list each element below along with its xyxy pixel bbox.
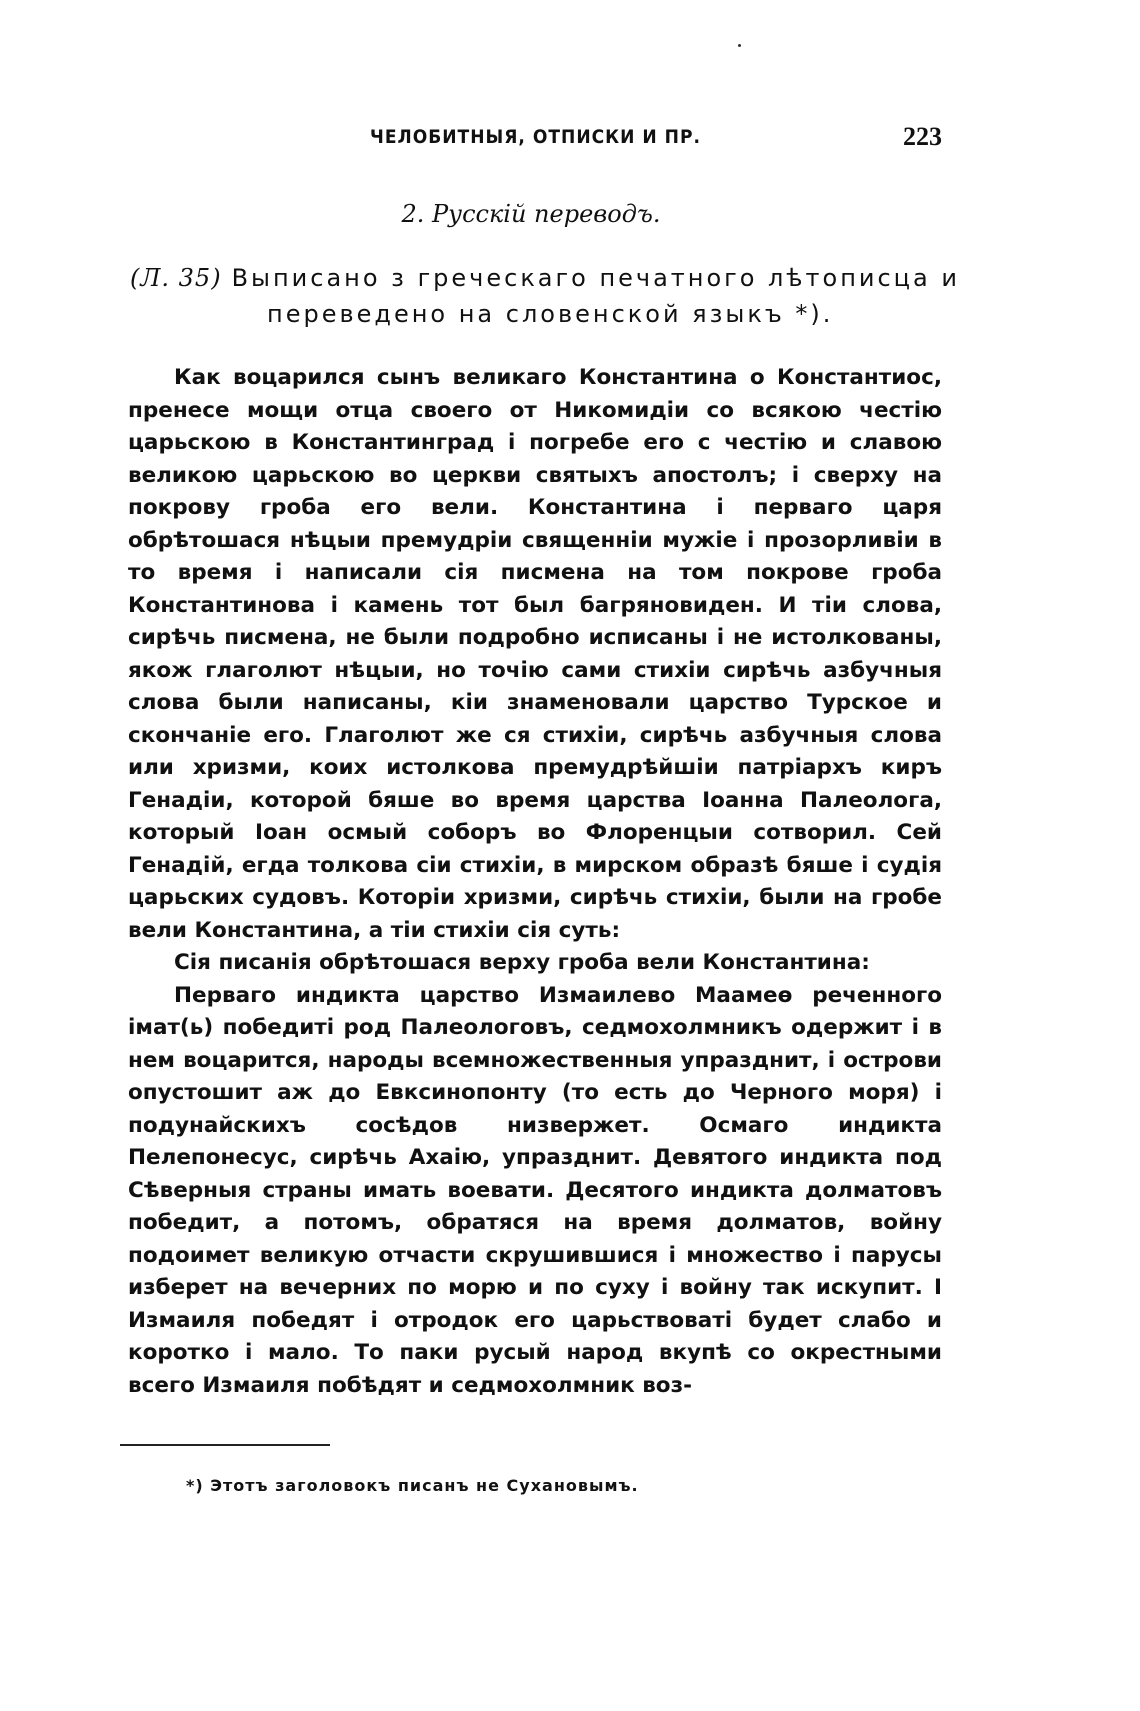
print-speck xyxy=(738,44,741,47)
heading-line-1 xyxy=(130,260,960,296)
heading-line-2: переведено на словенской языкъ *). xyxy=(267,300,834,328)
running-head xyxy=(120,118,942,158)
paragraph: Перваго индикта царство Измаилево Маамеѳ реченного імат(ь) победиті род Палеологовъ, седмохолмникъ одержит і в нем воцарится, народы всемножественныя упразднит, і острови опустошит аж до Евксинопонту (то есть до Черного моря) і подунайскихъ сосѣдов низвержет. Осмаго индикта Пелепонесус, сирѣчь Ахаію, упразднит. Девятого индикта под Сѣверныя страны имать воевати. Десятого индикта долматовъ победит, а потомъ, обратяся на время долматов, войну подоимет великую отчасти скрушившися і множество і парусы изберет на вечерних по морю и по суху і войну так искупит. І Измаиля победят і отродок его царьствоваті будет слабо и коротко і мало. То паки русый народ вкупѣ со окрестными всего Измаиля побѣдят и седмохолмник воз- xyxy=(128,982,942,1398)
body-text xyxy=(128,362,942,1402)
heading-text-1: Выписано з греческаго печатного лѣтописца и xyxy=(231,264,960,292)
leaf-reference: (Л. 35) xyxy=(130,264,222,292)
running-title: ЧЕЛОБИТНЫЯ, ОТПИСКИ И ПР. xyxy=(370,126,701,148)
footnote: *) Этотъ заголовокъ писанъ не Сухановымъ. xyxy=(186,1476,639,1495)
footnote-rule xyxy=(120,1444,330,1446)
section-title: 2. Русскій переводъ. xyxy=(401,200,661,228)
document-heading xyxy=(130,260,960,332)
paragraph: Сія писанія обрѣтошася верху гроба вели Константина: xyxy=(174,950,870,975)
paragraph: Как воцарился сынъ великаго Константина о Константиос, пренесе мощи отца своего от Никомидіи со всякою честію царьскою в Константинград і погребе его с честію и славою великою царьскою во церкви святыхъ апостолъ; і сверху на покрову гроба его вели. Константина і перваго царя обрѣтошася нѣцыи премудріи священніи мужіе і прозорливіи в то время і написали сія писмена на том покрове гроба Константинова і камень тот был багряновиден. И тіи слова, сирѣчь писмена, не были подробно исписаны і не истолкованы, якож глаголют нѣцыи, но точію сами стихіи сирѣчь азбучныя слова были написаны, кіи знаменовали царство Турское и скончаніе его. Глаголют же ся стихіи, сирѣчь азбучныя слова или хризми, коих истолкова премудрѣйшіи патріархъ киръ Генадіи, которой бяше во время царства Іоанна Палеолога, который Іоан осмый соборъ во Флоренцыи сотворил. Сей Генадій, егда толкова сіи стихіи, в мирском образѣ бяше і судія царьских судовъ. Которіи хризми, сирѣчь стихіи, были на гробе вели Константина, а тіи стихіи сія суть: xyxy=(128,365,942,943)
page-number: 223 xyxy=(903,122,942,151)
